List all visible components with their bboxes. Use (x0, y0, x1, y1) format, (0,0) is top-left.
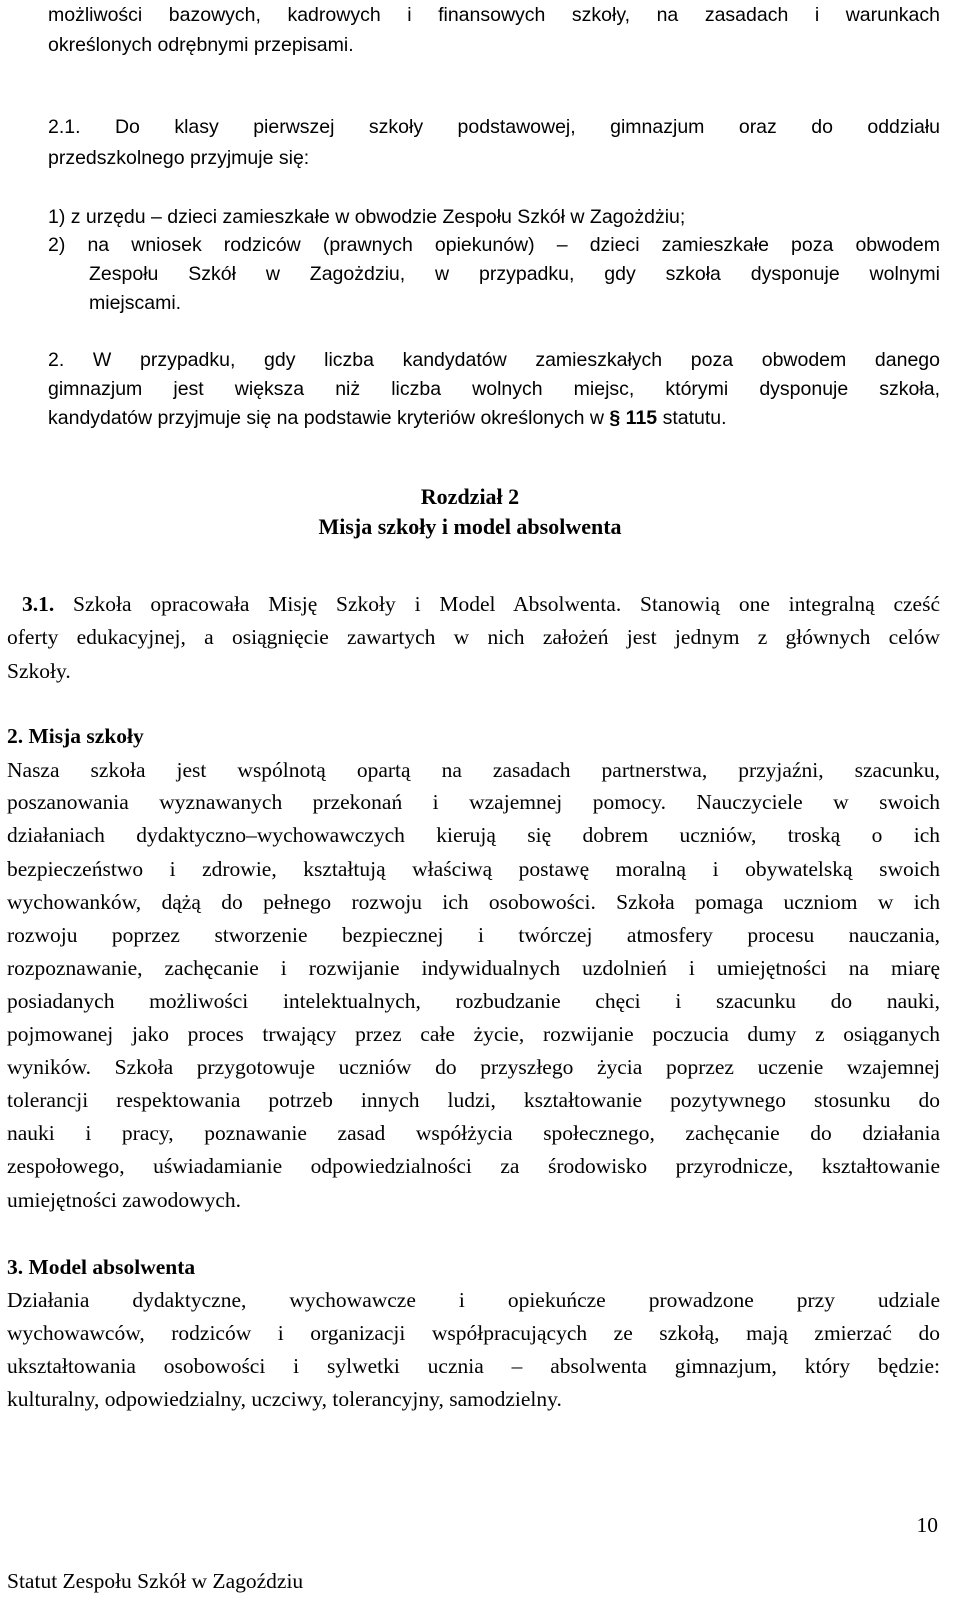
section-title: Model absolwenta (23, 1255, 196, 1279)
section-heading-model (7, 1252, 195, 1282)
paragraph-number: 3.1. (22, 592, 55, 616)
text-line: Nasza szkoła jest wspólnotą opartą na zasadach partnerstwa, przyjaźni, szacunku, (7, 758, 940, 782)
text-span: statutu. (657, 407, 727, 429)
text-span: Szkoła opracowała Misję Szkoły i Model Absolwenta. (54, 592, 622, 616)
text-line: możliwości bazowych, kadrowych i finansowych szkoły, na zasadach i warunkach (48, 4, 940, 26)
text-line: Działania dydaktyczne, wychowawcze i opiekuńcze prowadzone przy udziale (7, 1288, 940, 1312)
text-line: kulturalny, odpowiedzialny, uczciwy, tolerancyjny, samodzielny. (7, 1387, 562, 1411)
section-heading-misja (7, 721, 144, 751)
page-number: 10 (916, 1513, 938, 1537)
text-line: tolerancji respektowania potrzeb innych ludzi, kształtowanie pozytywnego stosunku do (7, 1088, 940, 1112)
text-line: umiejętności zawodowych. (7, 1188, 242, 1212)
text-line: pojmowanej jako proces trwający przez całe życie, rozwijanie poczucia dumy z osiąganych (7, 1022, 940, 1046)
text-line: ukształtowania osobowości i sylwetki ucznia – absolwenta gimnazjum, który będzie: (7, 1354, 940, 1378)
text-line: działaniach dydaktyczno–wychowawczych kierują się dobrem uczniów, troską o ich (7, 823, 940, 847)
section-reference: § 115 (609, 407, 658, 429)
paragraph-3-1-line (22, 589, 940, 619)
text-line: posiadanych możliwości intelektualnych, rozbudzanie chęci i szacunku do nauki, (7, 989, 940, 1013)
list-item-1: 1) z urzędu – dzieci zamieszkałe w obwodzie Zespołu Szkół w Zagożdżiu; (48, 206, 686, 228)
text-line: zespołowego, uświadamianie odpowiedzialności za środowisko przyrodnicze, kształtowanie (7, 1154, 940, 1178)
text-line: wychowanków, dążą do pełnego rozwoju ich osobowości. Szkoła pomaga uczniom w ich (7, 890, 940, 914)
chapter-heading: Rozdział 2 (420, 484, 520, 509)
paragraph-2-line: 2. W przypadku, gdy liczba kandydatów zamieszkałych poza obwodem danego (48, 349, 940, 371)
text-span: Stanowią one integralną cześć (621, 592, 940, 616)
text-line: rozwoju poprzez stworzenie bezpiecznej i twórczej atmosfery procesu nauczania, (7, 923, 940, 947)
text-line: wyników. Szkoła przygotowuje uczniów do przyszłego życia poprzez uczenie wzajemnej (7, 1055, 940, 1079)
text-line: określonych odrębnymi przepisami. (48, 34, 354, 56)
text-line (48, 403, 727, 433)
list-item-2: 2) na wniosek rodziców (prawnych opiekunów) – dzieci zamieszkałe poza obwodem (48, 234, 940, 256)
text-line: wychowawców, rodziców i organizacji współpracujących ze szkołą, mają zmierzać do (7, 1321, 940, 1345)
text-line: przedszkolnego przyjmuje się: (48, 147, 310, 169)
text-line: poszanowania wyznawanych przekonań i wzajemnej pomocy. Nauczyciele w swoich (7, 790, 940, 814)
text-line: bezpieczeństwo i zdrowie, kształtują właściwą postawę moralną i obywatelską swoich (7, 857, 940, 881)
chapter-title: Misja szkoły i model absolwenta (318, 514, 622, 539)
text-span: kandydatów przyjmuje się na podstawie kryteriów określonych w (48, 407, 610, 429)
text-line: rozpoznawanie, zachęcanie i rozwijanie indywidualnych uzdolnień i umiejętności na miarę (7, 956, 940, 980)
text-line: Szkoły. (7, 659, 71, 683)
section-title: Misja szkoły (23, 724, 144, 748)
text-line: nauki i pracy, poznawanie zasad współżycia społecznego, zachęcanie do działania (7, 1121, 940, 1145)
footer-title: Statut Zespołu Szkół w Zagoździu (7, 1569, 304, 1593)
text-line: oferty edukacyjnej, a osiągnięcie zawartych w nich założeń jest jednym z głównych celów (7, 625, 940, 649)
section-number: 3. (7, 1255, 24, 1279)
text-line: miejscami. (89, 292, 182, 314)
text-line: Zespołu Szkół w Zagożdziu, w przypadku, gdy szkoła dysponuje wolnymi (89, 263, 940, 285)
text-line: gimnazjum jest większa niż liczba wolnych miejsc, którymi dysponuje szkoła, (48, 378, 940, 400)
section-number: 2. (7, 724, 24, 748)
paragraph-2-1-line: 2.1. Do klasy pierwszej szkoły podstawowej, gimnazjum oraz do oddziału (48, 116, 940, 138)
